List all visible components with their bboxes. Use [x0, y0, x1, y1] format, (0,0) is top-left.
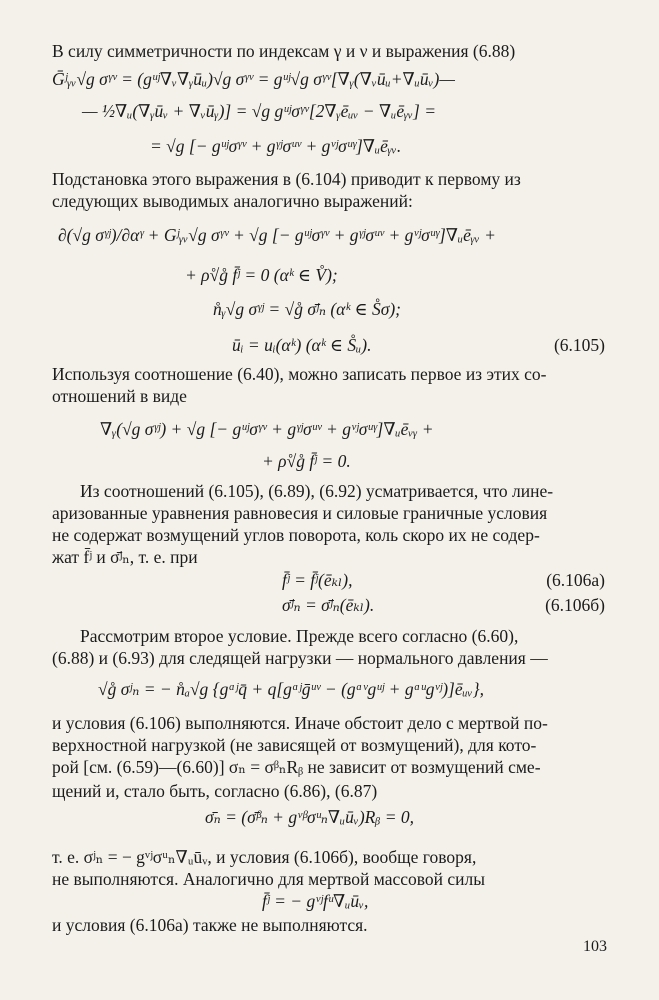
text-line-6: Из соотношений (6.105), (6.89), (6.92) усматривается, что линe-: [80, 481, 554, 501]
text-line-15: щений и, стало быть, согласно (6.86), (6.87): [52, 781, 378, 801]
text-line-4: Используя соотношение (6.40), можно записать первое из этих со-: [52, 364, 547, 384]
text-line-16: т. е. σʲₙ = − gᵛʲσᵘₙ∇ᵤūᵥ, и условия (6.106б), вообще говоря,: [52, 847, 477, 867]
text-line-17: не выполняются. Аналогично для мертвой массовой силы: [52, 869, 486, 889]
equation-11: σ̄ʲₙ = σ̄ʲₙ(ēₖₗ).: [282, 595, 375, 615]
equation-3: = √g [− gᵘʲσᵞᵛ + gᵞʲσᵘᵛ + gᵛʲσᵘᵞ]∇ᵤēᵧᵥ.: [150, 136, 402, 156]
equation-tag-6-106b: (6.106б): [545, 595, 605, 615]
equation-2: — ½∇ᵤ(∇ᵧūᵥ + ∇ᵥūᵧ)] = √g gᵘʲσᵞᵛ[2∇ᵧēᵤᵥ − ∇ᵤēᵧᵥ] =: [82, 101, 437, 121]
text-line-9: жат f̄ʲ и σ̄ʲₙ, т. е. при: [52, 547, 198, 567]
text-line-2: Подстановка этого выражения в (6.104) приводит к первому из: [52, 169, 521, 189]
text-line-1: В силу симметричности по индексам γ и ν и выражения (6.88): [52, 41, 516, 61]
text-line-12: и условия (6.106) выполняются. Иначе обстоит дело с мертвой по-: [52, 713, 548, 733]
page-number: 103: [583, 938, 607, 955]
text-line-11: (6.88) и (6.93) для следящей нагрузки — нормального давления —: [52, 648, 548, 668]
equation-5: + ρ̊√g̊ f̄ʲ = 0 (αᵏ ∈ V̊);: [185, 265, 338, 285]
text-line-14: рой [см. (6.59)—(6.60)] σₙ = σᵝₙRᵦ не зависит от возмущений сме-: [52, 757, 541, 777]
equation-7: ūᵢ = uᵢ(αᵏ) (αᵏ ∈ S̊ᵤ).: [232, 335, 372, 355]
equation-4: ∂(√g σᵞʲ)/∂αᵞ + Gʲᵧᵥ√g σᵞᵛ + √g [− gᵘʲσᵞᵛ + gᵞʲσᵘᵛ + gᵛʲσᵘᵞ]∇ᵤēᵧᵥ +: [58, 225, 496, 245]
equation-13: σ̄ₙ = (σ̄ᵝₙ + gᵛᵝσᵘₙ∇ᵤūᵥ)Rᵦ = 0,: [205, 807, 415, 827]
text-line-10: Рассмотрим второе условие. Прежде всего согласно (6.60),: [80, 626, 519, 646]
text-line-8: не содержат возмущений углов поворота, коль скоро их не содер-: [52, 525, 540, 545]
text-line-7: аризованные уравнения равновесия и силовые граничные условия: [52, 503, 548, 523]
text-line-3: следующих выводимых аналогично выражений:: [52, 191, 413, 211]
text-line-13: верхностной нагрузкой (не зависящей от возмущений), для кото-: [52, 735, 537, 755]
equation-9: + ρ̊√g̊ f̄ʲ = 0.: [262, 451, 351, 471]
equation-14: f̄ʲ = − gᵛʲfᵘ∇ᵤūᵥ,: [262, 891, 369, 911]
equation-8: ∇ᵧ(√g σᵞʲ) + √g [− gᵘʲσᵞᵛ + gᵞʲσᵘᵛ + gᵛʲσᵘᵞ]∇ᵤēᵥᵧ +: [100, 419, 434, 439]
equation-1: Ḡʲᵧᵥ√g σᵞᵛ = (gᵘʲ∇ᵥ∇ᵧūᵤ)√g σᵞᵛ = gᵘʲ√g σᵞᵛ[∇ᵧ(∇ᵥūᵤ+∇ᵤūᵥ)—: [52, 69, 455, 89]
equation-tag-6-105: (6.105): [553, 335, 605, 355]
equation-tag-6-106a: (6.106а): [546, 570, 605, 590]
equation-12: √g̊ σʲₙ = − n̊ₐ√g {gᵅʲq̄ + q[gᵅʲḡᵘᵛ − (gᵅᵛgᵘʲ + gᵅᵘgᵛʲ)]ēᵤᵥ},: [98, 679, 485, 699]
text-line-5: отношений в виде: [52, 386, 187, 406]
text-line-18: и условия (6.106а) также не выполняются.: [52, 915, 368, 935]
equation-6: n̊ᵧ√g σᵞʲ = √g̊ σ̄ʲₙ (αᵏ ∈ S̊σ);: [213, 299, 401, 319]
equation-10: f̄ʲ = f̄ʲ(ēₖₗ),: [282, 570, 353, 590]
